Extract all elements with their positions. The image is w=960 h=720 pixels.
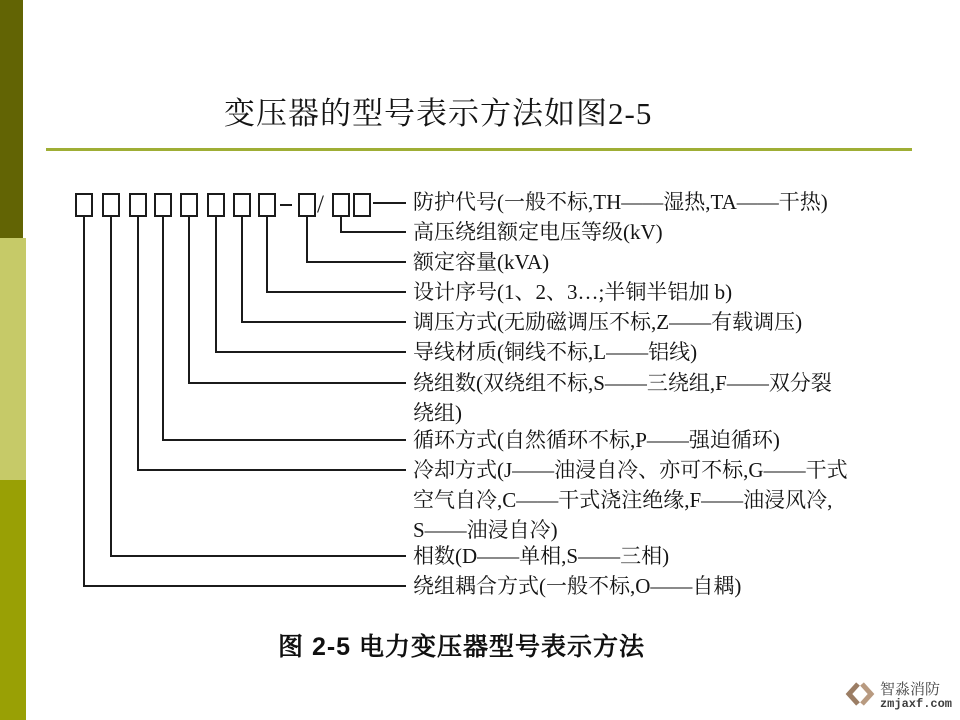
model-code-box-3	[129, 193, 147, 217]
connector-line	[137, 469, 406, 471]
connector-line	[215, 217, 217, 352]
connector-line	[306, 217, 308, 262]
connector-line	[110, 217, 112, 556]
diagram-label-winding-count	[413, 368, 832, 428]
connector-line	[241, 217, 243, 322]
diagram-label-circulation-mode	[413, 425, 780, 455]
diagram-label-rated-capacity	[413, 247, 549, 277]
diagram-label-line: 高压绕组额定电压等级(kV)	[413, 220, 663, 244]
diagram-label-line: 绕组数(双绕组不标,S——三绕组,F——双分裂	[413, 371, 832, 395]
sidebar-band-bottom	[0, 480, 26, 720]
zhimiao-logo-icon	[845, 679, 875, 714]
connector-line	[188, 382, 406, 384]
connector-line	[83, 585, 406, 587]
diagram-label-line: 导线材质(铜线不标,L——铝线)	[413, 340, 698, 364]
watermark-brand: 智淼消防	[879, 681, 940, 699]
code-dash	[280, 204, 292, 206]
connector-line	[373, 202, 406, 204]
model-code-box-6	[207, 193, 225, 217]
diagram-label-line: 相数(D——单相,S——三相)	[413, 544, 670, 568]
title-divider	[46, 148, 912, 151]
connector-line	[306, 261, 406, 263]
model-code-box-7	[233, 193, 251, 217]
model-code-box-5	[180, 193, 198, 217]
diagram-label-protection	[413, 187, 828, 217]
model-code-box-9	[298, 193, 316, 217]
watermark	[845, 679, 952, 714]
slide-title: 变压器的型号表示方法如图2-5	[224, 96, 653, 131]
diagram-label-line: 设计序号(1、2、3…;半铜半铝加 b)	[413, 280, 733, 304]
connector-line	[162, 217, 164, 440]
connector-line	[340, 217, 342, 232]
diagram-label-line: 空气自冷,C——干式浇注绝缘,F——油浸风冷,	[413, 488, 833, 512]
sidebar-band-middle	[0, 238, 26, 480]
connector-line	[162, 439, 406, 441]
diagram-label-conductor-material	[413, 337, 697, 367]
watermark-text	[880, 682, 952, 710]
connector-line	[266, 217, 268, 292]
connector-line	[188, 217, 190, 383]
connector-line	[110, 555, 406, 557]
connector-line	[266, 291, 406, 293]
diagram-label-line: 防护代号(一般不标,TH——湿热,TA——干热)	[413, 190, 828, 214]
diagram-label-voltage-regulation	[413, 307, 802, 337]
code-slash: /	[317, 191, 324, 218]
connector-line	[215, 351, 406, 353]
model-code-box-4	[154, 193, 172, 217]
diagram-label-line: 绕组)	[413, 401, 462, 425]
model-code-box-11	[353, 193, 371, 217]
diagram-label-cooling-mode	[413, 455, 848, 545]
diagram-label-winding-coupling	[413, 571, 741, 601]
model-code-box-8	[258, 193, 276, 217]
diagram-label-line: 绕组耦合方式(一般不标,O——自耦)	[413, 574, 742, 598]
sidebar-band-top	[0, 0, 23, 238]
connector-line	[241, 321, 406, 323]
diagram-label-hv-voltage	[413, 217, 663, 247]
connector-line	[137, 217, 139, 470]
model-code-box-1	[75, 193, 93, 217]
diagram-label-line: 调压方式(无励磁调压不标,Z——有载调压)	[413, 310, 803, 334]
diagram-label-line: 循环方式(自然循环不标,P——强迫循环)	[413, 428, 780, 452]
diagram-label-line: 冷却方式(J——油浸自冷、亦可不标,G——干式	[413, 458, 848, 482]
diagram-label-line: 额定容量(kVA)	[413, 250, 550, 274]
diagram-label-line: S——油浸自冷)	[413, 518, 558, 542]
figure-caption: 图 2-5 电力变压器型号表示方法	[278, 633, 646, 661]
model-code-box-2	[102, 193, 120, 217]
diagram-label-phase-count	[413, 541, 669, 571]
model-code-box-10	[332, 193, 350, 217]
connector-line	[83, 217, 85, 586]
watermark-site: zmjaxf.com	[879, 697, 952, 712]
connector-line	[340, 231, 406, 233]
diagram-label-design-number	[413, 277, 732, 307]
